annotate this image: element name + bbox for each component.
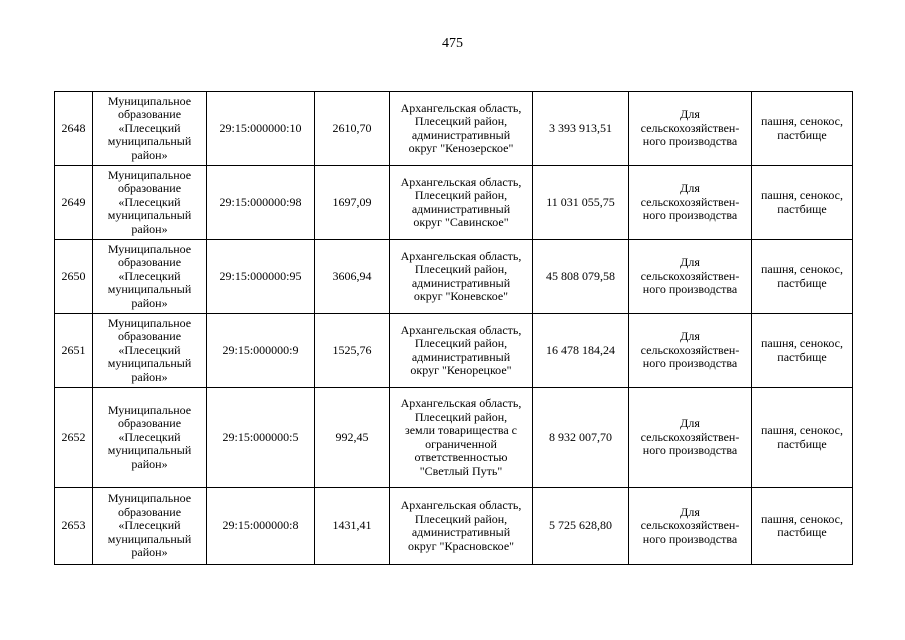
land-category: Для сельскохозяйствен- ного производства (629, 166, 752, 240)
table-row (55, 240, 853, 314)
cadastral-number: 29:15:000000:9 (207, 314, 315, 388)
cadastral-value: 5 725 628,80 (533, 488, 629, 565)
row-number: 2649 (55, 166, 93, 240)
cadastral-number: 29:15:000000:5 (207, 388, 315, 488)
area-cell: 2610,70 (315, 92, 390, 166)
location-cell: Архангельская область, Плесецкий район, земли товарищества с ограниченной ответственностью "Светлый Путь" (390, 388, 533, 488)
cadastral-value: 16 478 184,24 (533, 314, 629, 388)
cadastral-value: 11 031 055,75 (533, 166, 629, 240)
owner-cell: Муниципальное образование «Плесецкий муниципальный район» (93, 240, 207, 314)
owner-cell: Муниципальное образование «Плесецкий муниципальный район» (93, 314, 207, 388)
cadastral-number: 29:15:000000:10 (207, 92, 315, 166)
cadastral-number: 29:15:000000:98 (207, 166, 315, 240)
row-number: 2650 (55, 240, 93, 314)
land-usage: пашня, сенокос, пастбище (752, 314, 853, 388)
cadastral-number: 29:15:000000:95 (207, 240, 315, 314)
cadastral-number: 29:15:000000:8 (207, 488, 315, 565)
cadastral-value: 3 393 913,51 (533, 92, 629, 166)
land-usage: пашня, сенокос, пастбище (752, 166, 853, 240)
table-row (55, 92, 853, 166)
page-number: 475 (442, 36, 463, 51)
row-number: 2653 (55, 488, 93, 565)
location-cell: Архангельская область, Плесецкий район, административный округ "Кенорецкое" (390, 314, 533, 388)
land-usage: пашня, сенокос, пастбище (752, 92, 853, 166)
area-cell: 3606,94 (315, 240, 390, 314)
location-cell: Архангельская область, Плесецкий район, административный округ "Кенозерское" (390, 92, 533, 166)
owner-cell: Муниципальное образование «Плесецкий муниципальный район» (93, 488, 207, 565)
owner-cell: Муниципальное образование «Плесецкий муниципальный район» (93, 92, 207, 166)
area-cell: 1697,09 (315, 166, 390, 240)
land-register-table (54, 91, 853, 565)
table-row (55, 314, 853, 388)
land-usage: пашня, сенокос, пастбище (752, 488, 853, 565)
land-category: Для сельскохозяйствен- ного производства (629, 388, 752, 488)
land-usage: пашня, сенокос, пастбище (752, 388, 853, 488)
location-cell: Архангельская область, Плесецкий район, административный округ "Савинское" (390, 166, 533, 240)
area-cell: 1431,41 (315, 488, 390, 565)
area-cell: 992,45 (315, 388, 390, 488)
area-cell: 1525,76 (315, 314, 390, 388)
table-row (55, 166, 853, 240)
row-number: 2652 (55, 388, 93, 488)
land-category: Для сельскохозяйствен- ного производства (629, 488, 752, 565)
cadastral-value: 8 932 007,70 (533, 388, 629, 488)
table-row (55, 488, 853, 565)
table-row (55, 388, 853, 488)
owner-cell: Муниципальное образование «Плесецкий муниципальный район» (93, 166, 207, 240)
land-category: Для сельскохозяйствен- ного производства (629, 314, 752, 388)
cadastral-value: 45 808 079,58 (533, 240, 629, 314)
row-number: 2648 (55, 92, 93, 166)
land-usage: пашня, сенокос, пастбище (752, 240, 853, 314)
owner-cell: Муниципальное образование «Плесецкий муниципальный район» (93, 388, 207, 488)
location-cell: Архангельская область, Плесецкий район, административный округ "Коневское" (390, 240, 533, 314)
row-number: 2651 (55, 314, 93, 388)
location-cell: Архангельская область, Плесецкий район, административный округ "Красновское" (390, 488, 533, 565)
land-category: Для сельскохозяйствен- ного производства (629, 92, 752, 166)
land-category: Для сельскохозяйствен- ного производства (629, 240, 752, 314)
